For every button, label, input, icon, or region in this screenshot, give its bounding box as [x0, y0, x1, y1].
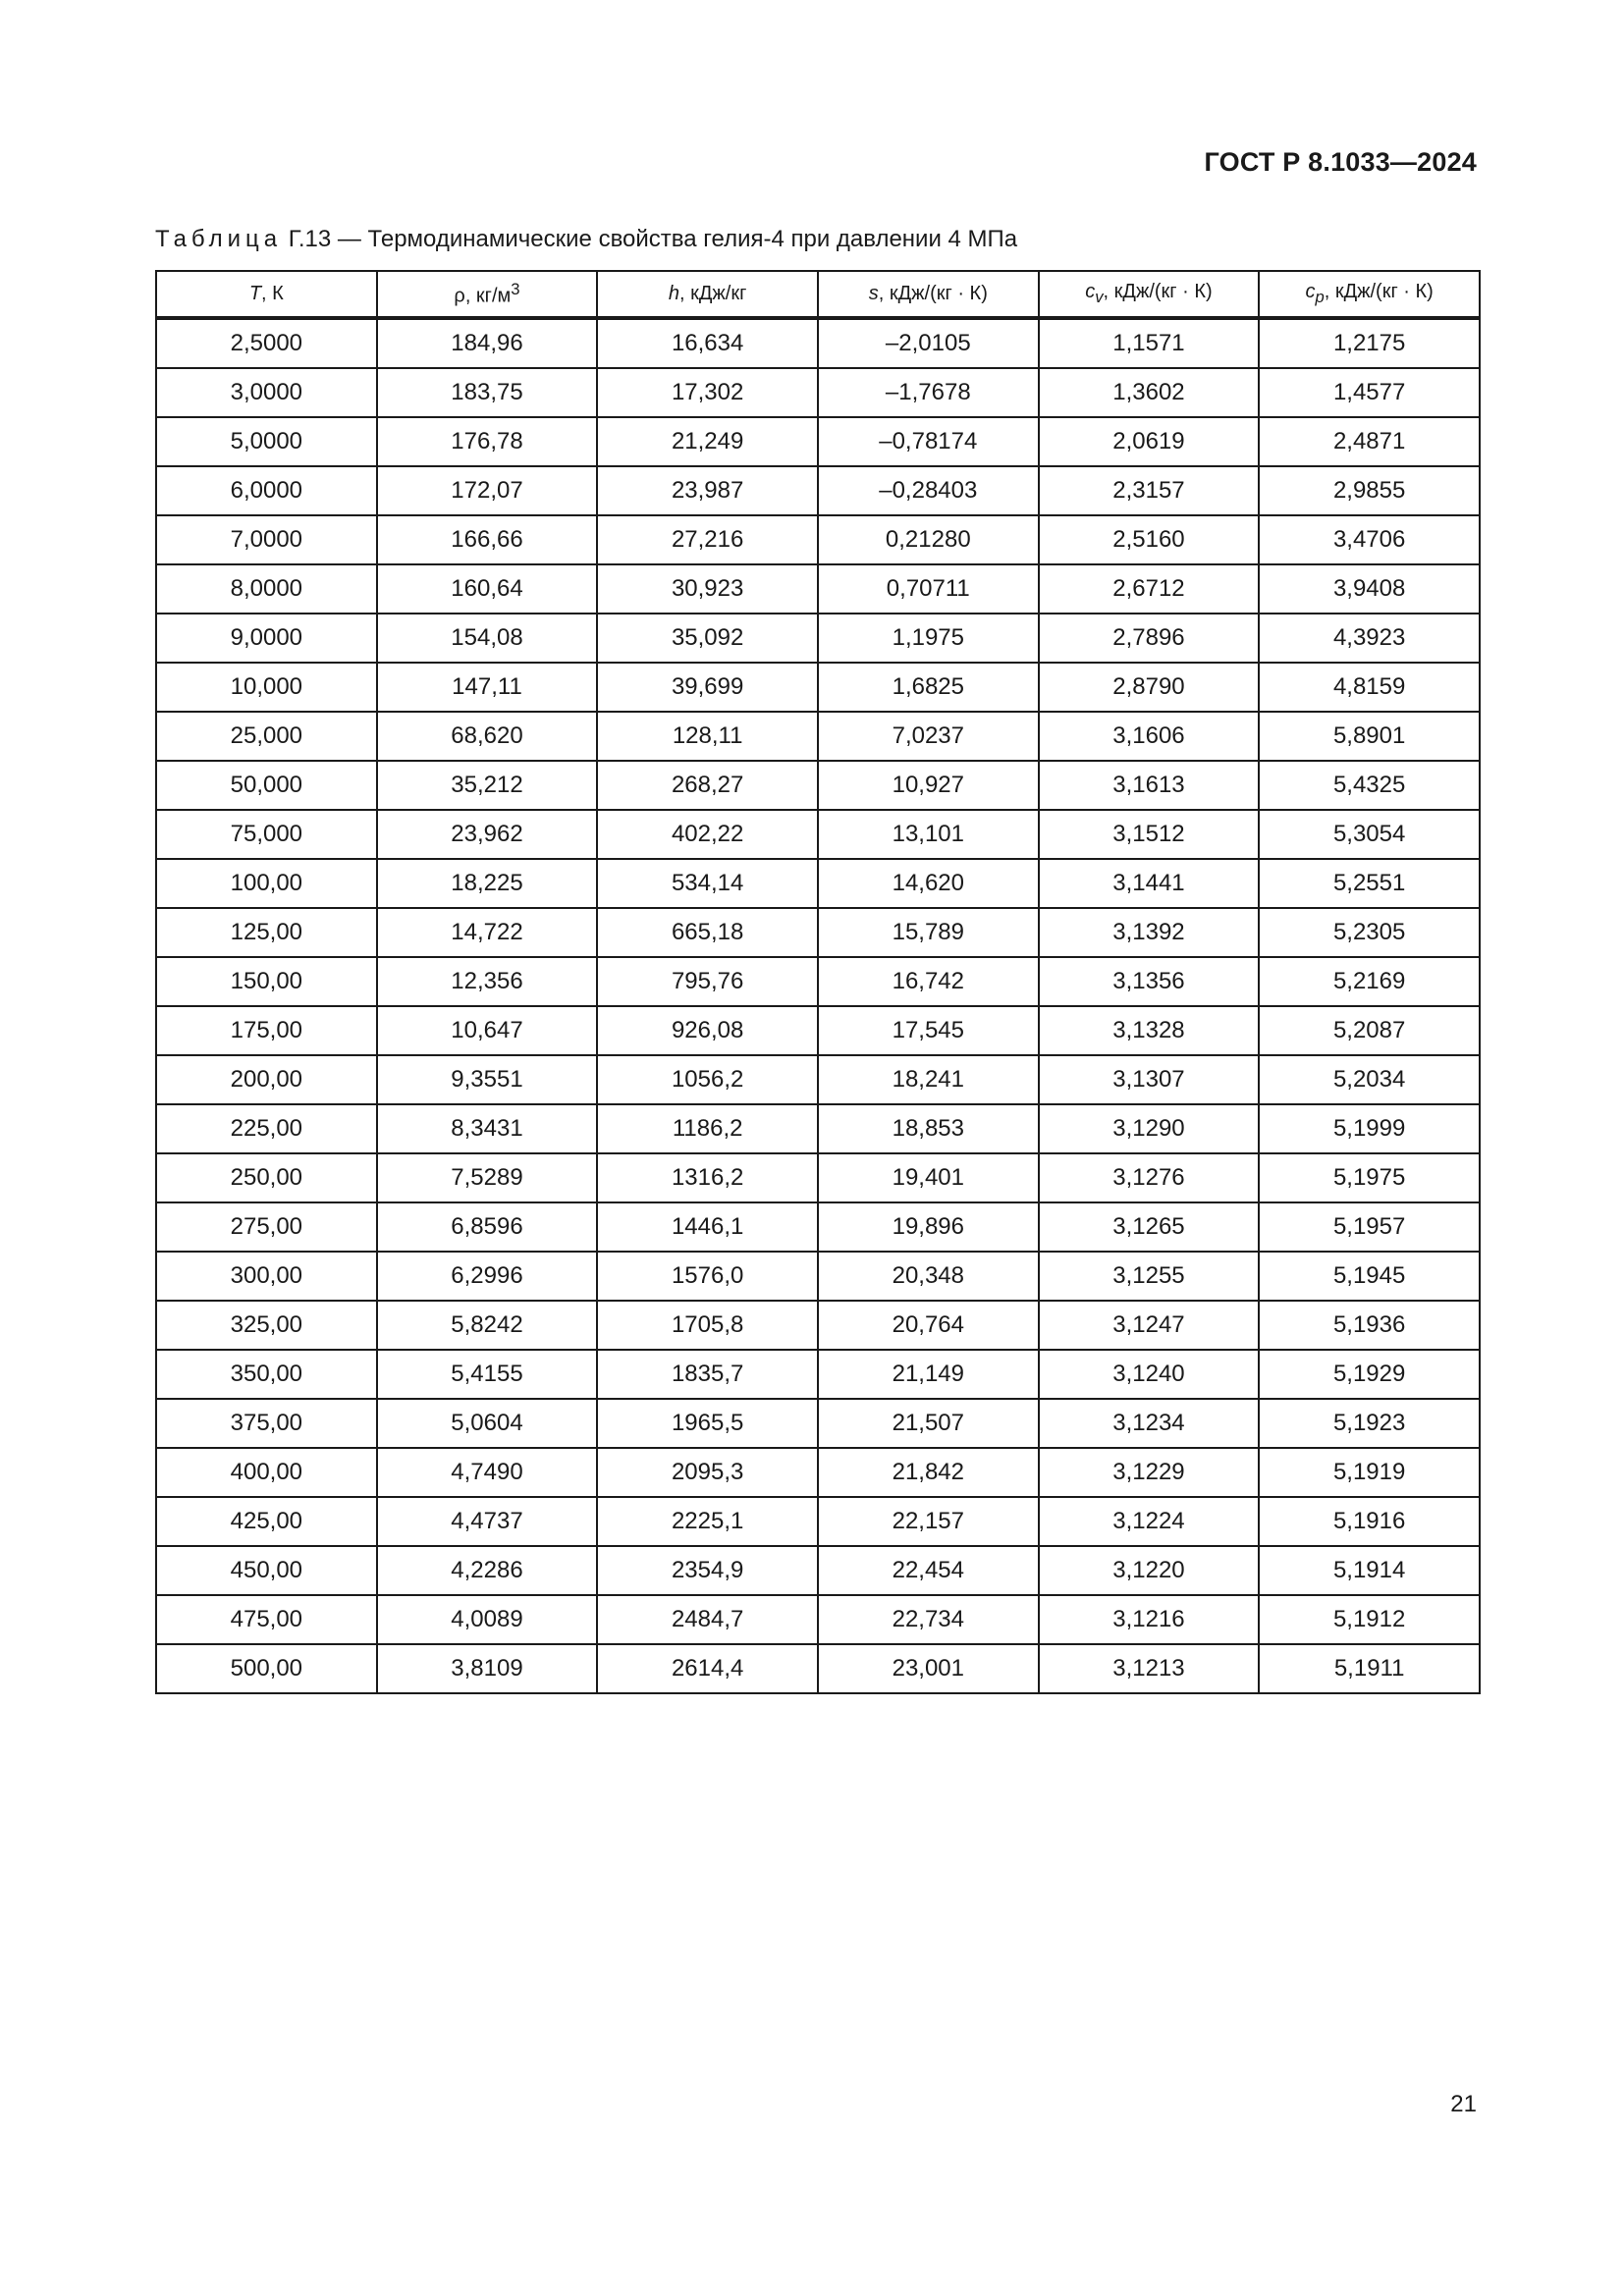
table-cell-enthalpy: 2225,1: [597, 1497, 818, 1546]
table-row: [156, 1006, 1480, 1055]
column-symbol: ρ: [454, 285, 465, 307]
table-cell-heat-capacity-v: 3,1290: [1039, 1104, 1260, 1153]
table-cell-enthalpy: 534,14: [597, 859, 818, 908]
column-symbol: T: [248, 283, 262, 304]
table-cell-density: 6,8596: [377, 1202, 598, 1252]
table-cell-heat-capacity-p: 5,1929: [1259, 1350, 1480, 1399]
table-row: [156, 1644, 1480, 1693]
table-cell-heat-capacity-v: 3,1247: [1039, 1301, 1260, 1350]
table-cell-temperature: 50,000: [156, 761, 377, 810]
table-cell-temperature: 225,00: [156, 1104, 377, 1153]
table-cell-heat-capacity-v: 3,1613: [1039, 761, 1260, 810]
table-cell-heat-capacity-v: 3,1356: [1039, 957, 1260, 1006]
column-header-heat-capacity-v: [1039, 271, 1260, 318]
table-cell-temperature: 300,00: [156, 1252, 377, 1301]
table-row: [156, 957, 1480, 1006]
table-cell-heat-capacity-v: 3,1229: [1039, 1448, 1260, 1497]
table-row: [156, 761, 1480, 810]
table-cell-entropy: 21,842: [818, 1448, 1039, 1497]
table-cell-enthalpy: 30,923: [597, 564, 818, 614]
table-cell-enthalpy: 23,987: [597, 466, 818, 515]
table-cell-heat-capacity-v: 3,1216: [1039, 1595, 1260, 1644]
table-row: [156, 1546, 1480, 1595]
table-cell-heat-capacity-v: 3,1392: [1039, 908, 1260, 957]
table-cell-density: 6,2996: [377, 1252, 598, 1301]
table-cell-heat-capacity-p: 3,4706: [1259, 515, 1480, 564]
table-cell-enthalpy: 1835,7: [597, 1350, 818, 1399]
table-cell-temperature: 350,00: [156, 1350, 377, 1399]
table-cell-density: 4,4737: [377, 1497, 598, 1546]
table-cell-enthalpy: 2095,3: [597, 1448, 818, 1497]
table-cell-enthalpy: 2354,9: [597, 1546, 818, 1595]
table-cell-enthalpy: 926,08: [597, 1006, 818, 1055]
table-cell-enthalpy: 1576,0: [597, 1252, 818, 1301]
table-row: [156, 368, 1480, 417]
table-cell-entropy: 14,620: [818, 859, 1039, 908]
table-cell-entropy: 18,853: [818, 1104, 1039, 1153]
table-cell-temperature: 75,000: [156, 810, 377, 859]
table-cell-density: 3,8109: [377, 1644, 598, 1693]
table-row: [156, 1497, 1480, 1546]
table-cell-heat-capacity-p: 5,1914: [1259, 1546, 1480, 1595]
table-cell-enthalpy: 1186,2: [597, 1104, 818, 1153]
table-cell-entropy: 15,789: [818, 908, 1039, 957]
table-cell-entropy: –0,28403: [818, 466, 1039, 515]
table-cell-heat-capacity-p: 5,2305: [1259, 908, 1480, 957]
table-cell-enthalpy: 1965,5: [597, 1399, 818, 1448]
table-cell-density: 147,11: [377, 663, 598, 712]
table-cell-temperature: 325,00: [156, 1301, 377, 1350]
column-unit: , кг/м: [464, 285, 512, 307]
column-subscript: p: [1315, 288, 1325, 306]
table-cell-heat-capacity-p: 5,4325: [1259, 761, 1480, 810]
column-header-entropy: [818, 271, 1039, 318]
column-unit: , кДж/(кг · К): [878, 283, 988, 304]
table-cell-heat-capacity-v: 1,1571: [1039, 318, 1260, 368]
table-cell-heat-capacity-p: 5,2087: [1259, 1006, 1480, 1055]
table-cell-enthalpy: 1446,1: [597, 1202, 818, 1252]
table-cell-temperature: 10,000: [156, 663, 377, 712]
table-cell-entropy: 0,70711: [818, 564, 1039, 614]
table-cell-heat-capacity-p: 3,9408: [1259, 564, 1480, 614]
table-cell-heat-capacity-v: 3,1213: [1039, 1644, 1260, 1693]
table-cell-entropy: 1,6825: [818, 663, 1039, 712]
table-cell-density: 18,225: [377, 859, 598, 908]
table-row: [156, 1350, 1480, 1399]
table-cell-heat-capacity-p: 5,1936: [1259, 1301, 1480, 1350]
document-code: ГОСТ Р 8.1033—2024: [1204, 147, 1477, 177]
table-cell-temperature: 3,0000: [156, 368, 377, 417]
table-cell-density: 12,356: [377, 957, 598, 1006]
table-cell-heat-capacity-v: 3,1255: [1039, 1252, 1260, 1301]
table-cell-heat-capacity-p: 5,2169: [1259, 957, 1480, 1006]
table-cell-entropy: 22,454: [818, 1546, 1039, 1595]
table-row: [156, 712, 1480, 761]
table-cell-heat-capacity-v: 2,8790: [1039, 663, 1260, 712]
table-cell-temperature: 375,00: [156, 1399, 377, 1448]
table-cell-enthalpy: 39,699: [597, 663, 818, 712]
table-cell-density: 5,8242: [377, 1301, 598, 1350]
table-cell-entropy: 7,0237: [818, 712, 1039, 761]
table-cell-entropy: 0,21280: [818, 515, 1039, 564]
table-row: [156, 1448, 1480, 1497]
table-cell-heat-capacity-p: 4,8159: [1259, 663, 1480, 712]
table-cell-entropy: 19,401: [818, 1153, 1039, 1202]
table-cell-heat-capacity-v: 3,1224: [1039, 1497, 1260, 1546]
table-row: [156, 810, 1480, 859]
thermodynamic-properties-table: [155, 270, 1481, 1694]
table-cell-entropy: 22,157: [818, 1497, 1039, 1546]
table-cell-enthalpy: 268,27: [597, 761, 818, 810]
table-cell-density: 183,75: [377, 368, 598, 417]
table-row: [156, 466, 1480, 515]
table-cell-entropy: 23,001: [818, 1644, 1039, 1693]
table-cell-temperature: 425,00: [156, 1497, 377, 1546]
table-cell-entropy: 10,927: [818, 761, 1039, 810]
column-symbol: c: [1305, 281, 1316, 302]
table-cell-density: 8,3431: [377, 1104, 598, 1153]
table-cell-temperature: 2,5000: [156, 318, 377, 368]
table-cell-entropy: 22,734: [818, 1595, 1039, 1644]
table-cell-heat-capacity-v: 2,5160: [1039, 515, 1260, 564]
table-row: [156, 859, 1480, 908]
table-cell-temperature: 8,0000: [156, 564, 377, 614]
table-cell-density: 23,962: [377, 810, 598, 859]
table-cell-entropy: 19,896: [818, 1202, 1039, 1252]
table-cell-density: 154,08: [377, 614, 598, 663]
table-cell-temperature: 475,00: [156, 1595, 377, 1644]
table-cell-temperature: 9,0000: [156, 614, 377, 663]
table-cell-density: 5,4155: [377, 1350, 598, 1399]
table-cell-heat-capacity-v: 2,6712: [1039, 564, 1260, 614]
table-cell-heat-capacity-v: 3,1328: [1039, 1006, 1260, 1055]
table-cell-entropy: 13,101: [818, 810, 1039, 859]
table-cell-enthalpy: 35,092: [597, 614, 818, 663]
table-cell-temperature: 450,00: [156, 1546, 377, 1595]
table-cell-heat-capacity-v: 2,7896: [1039, 614, 1260, 663]
table-cell-density: 166,66: [377, 515, 598, 564]
table-cell-enthalpy: 27,216: [597, 515, 818, 564]
table-cell-heat-capacity-v: 3,1606: [1039, 712, 1260, 761]
table-cell-temperature: 100,00: [156, 859, 377, 908]
table-cell-temperature: 25,000: [156, 712, 377, 761]
table-cell-heat-capacity-p: 5,1911: [1259, 1644, 1480, 1693]
table-cell-density: 176,78: [377, 417, 598, 466]
table-cell-temperature: 7,0000: [156, 515, 377, 564]
table-cell-heat-capacity-v: 2,0619: [1039, 417, 1260, 466]
table-header: [156, 271, 1480, 318]
table-cell-enthalpy: 17,302: [597, 368, 818, 417]
table-cell-heat-capacity-p: 5,1975: [1259, 1153, 1480, 1202]
table-cell-enthalpy: 1316,2: [597, 1153, 818, 1202]
table-cell-entropy: –1,7678: [818, 368, 1039, 417]
table-cell-enthalpy: 2614,4: [597, 1644, 818, 1693]
table-row: [156, 1202, 1480, 1252]
table-row: [156, 1399, 1480, 1448]
table-cell-density: 4,7490: [377, 1448, 598, 1497]
table-cell-enthalpy: 16,634: [597, 318, 818, 368]
table-cell-heat-capacity-v: 3,1441: [1039, 859, 1260, 908]
table-cell-heat-capacity-p: 5,3054: [1259, 810, 1480, 859]
table-cell-heat-capacity-p: 5,8901: [1259, 712, 1480, 761]
table-cell-density: 184,96: [377, 318, 598, 368]
table-row: [156, 614, 1480, 663]
table-cell-entropy: –0,78174: [818, 417, 1039, 466]
table-cell-heat-capacity-p: 5,1916: [1259, 1497, 1480, 1546]
table-cell-enthalpy: 402,22: [597, 810, 818, 859]
table-cell-density: 7,5289: [377, 1153, 598, 1202]
table-cell-density: 9,3551: [377, 1055, 598, 1104]
table-cell-entropy: 20,348: [818, 1252, 1039, 1301]
table-cell-temperature: 6,0000: [156, 466, 377, 515]
table-cell-enthalpy: 21,249: [597, 417, 818, 466]
table-cell-density: 5,0604: [377, 1399, 598, 1448]
column-symbol: c: [1085, 281, 1096, 302]
page-number: 21: [1450, 2091, 1477, 2117]
column-unit: , кДж/(кг · К): [1103, 281, 1213, 302]
table-cell-heat-capacity-v: 3,1265: [1039, 1202, 1260, 1252]
table-caption-word: Таблица: [155, 226, 283, 252]
table-row: [156, 318, 1480, 368]
table-cell-enthalpy: 795,76: [597, 957, 818, 1006]
table-cell-temperature: 200,00: [156, 1055, 377, 1104]
table-cell-enthalpy: 1056,2: [597, 1055, 818, 1104]
table-cell-density: 4,0089: [377, 1595, 598, 1644]
table-cell-heat-capacity-p: 1,2175: [1259, 318, 1480, 368]
column-header-temperature: [156, 271, 377, 318]
table-header-row: [156, 271, 1480, 318]
table-cell-density: 68,620: [377, 712, 598, 761]
table-cell-heat-capacity-p: 2,9855: [1259, 466, 1480, 515]
table-cell-heat-capacity-v: 1,3602: [1039, 368, 1260, 417]
table-row: [156, 1595, 1480, 1644]
table-cell-enthalpy: 665,18: [597, 908, 818, 957]
column-unit: , кДж/кг: [679, 283, 747, 304]
table-cell-heat-capacity-v: 3,1512: [1039, 810, 1260, 859]
table-cell-heat-capacity-p: 5,1945: [1259, 1252, 1480, 1301]
column-superscript: 3: [511, 280, 520, 299]
table-cell-density: 14,722: [377, 908, 598, 957]
table-cell-enthalpy: 128,11: [597, 712, 818, 761]
table-cell-heat-capacity-p: 5,2034: [1259, 1055, 1480, 1104]
table-cell-heat-capacity-v: 2,3157: [1039, 466, 1260, 515]
table-cell-enthalpy: 2484,7: [597, 1595, 818, 1644]
table-cell-density: 172,07: [377, 466, 598, 515]
table-cell-temperature: 400,00: [156, 1448, 377, 1497]
table-cell-temperature: 125,00: [156, 908, 377, 957]
table-cell-temperature: 250,00: [156, 1153, 377, 1202]
column-header-heat-capacity-p: [1259, 271, 1480, 318]
table-row: [156, 1252, 1480, 1301]
table-cell-heat-capacity-p: 5,1923: [1259, 1399, 1480, 1448]
table-cell-heat-capacity-p: 5,2551: [1259, 859, 1480, 908]
table-cell-density: 10,647: [377, 1006, 598, 1055]
column-unit: , кДж/(кг · К): [1324, 281, 1434, 302]
table-cell-temperature: 175,00: [156, 1006, 377, 1055]
table-cell-entropy: 20,764: [818, 1301, 1039, 1350]
table-cell-entropy: 16,742: [818, 957, 1039, 1006]
table-cell-heat-capacity-p: 5,1999: [1259, 1104, 1480, 1153]
table-cell-heat-capacity-p: 5,1919: [1259, 1448, 1480, 1497]
column-header-density: [377, 271, 598, 318]
table-cell-entropy: 1,1975: [818, 614, 1039, 663]
table-body: [156, 318, 1480, 1693]
table-cell-heat-capacity-p: 5,1912: [1259, 1595, 1480, 1644]
table-row: [156, 1055, 1480, 1104]
column-subscript: v: [1095, 288, 1104, 306]
table-cell-temperature: 5,0000: [156, 417, 377, 466]
table-cell-heat-capacity-p: 2,4871: [1259, 417, 1480, 466]
column-unit: , К: [261, 283, 284, 304]
table-row: [156, 564, 1480, 614]
table-cell-heat-capacity-v: 3,1234: [1039, 1399, 1260, 1448]
table-cell-heat-capacity-v: 3,1240: [1039, 1350, 1260, 1399]
table-cell-heat-capacity-v: 3,1307: [1039, 1055, 1260, 1104]
table-row: [156, 417, 1480, 466]
table-cell-heat-capacity-v: 3,1276: [1039, 1153, 1260, 1202]
table-cell-heat-capacity-v: 3,1220: [1039, 1546, 1260, 1595]
table-cell-entropy: 17,545: [818, 1006, 1039, 1055]
table-cell-density: 35,212: [377, 761, 598, 810]
table-row: [156, 908, 1480, 957]
table-cell-density: 4,2286: [377, 1546, 598, 1595]
table-row: [156, 663, 1480, 712]
table-cell-entropy: 18,241: [818, 1055, 1039, 1104]
table-cell-enthalpy: 1705,8: [597, 1301, 818, 1350]
table-cell-temperature: 150,00: [156, 957, 377, 1006]
table-cell-entropy: –2,0105: [818, 318, 1039, 368]
table-cell-temperature: 500,00: [156, 1644, 377, 1693]
table-cell-heat-capacity-p: 4,3923: [1259, 614, 1480, 663]
table-cell-entropy: 21,149: [818, 1350, 1039, 1399]
column-header-enthalpy: [597, 271, 818, 318]
table-row: [156, 1153, 1480, 1202]
table-caption-text: Г.13 — Термодинамические свойства гелия-4 при давлении 4 МПа: [288, 226, 1018, 252]
column-symbol: s: [868, 283, 879, 304]
table-row: [156, 1104, 1480, 1153]
table-cell-temperature: 275,00: [156, 1202, 377, 1252]
table-row: [156, 515, 1480, 564]
column-symbol: h: [668, 283, 679, 304]
table-caption: [155, 226, 1017, 253]
table-cell-density: 160,64: [377, 564, 598, 614]
table-row: [156, 1301, 1480, 1350]
table-cell-heat-capacity-p: 5,1957: [1259, 1202, 1480, 1252]
table-cell-heat-capacity-p: 1,4577: [1259, 368, 1480, 417]
table-cell-entropy: 21,507: [818, 1399, 1039, 1448]
